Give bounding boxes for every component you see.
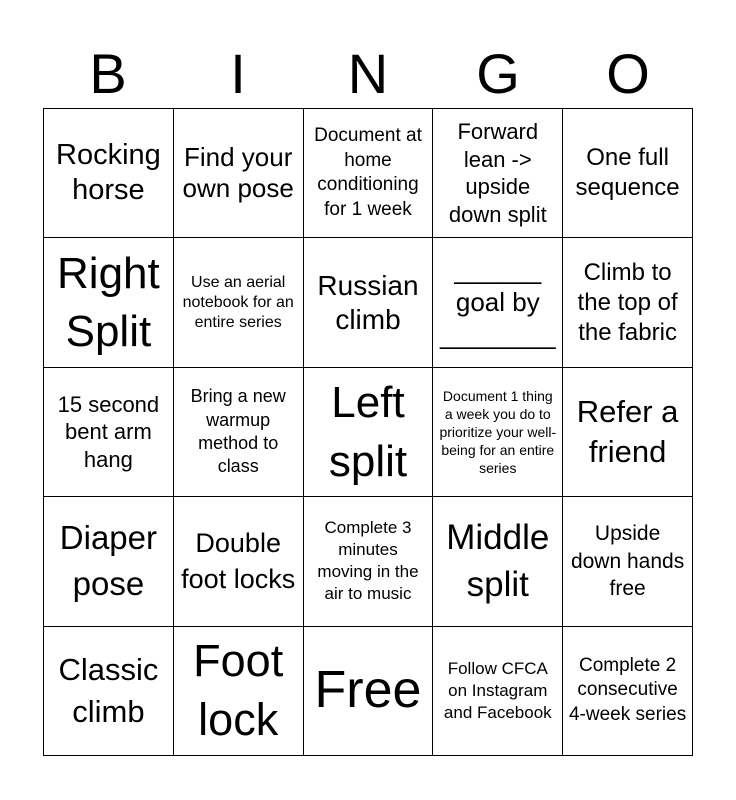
cell-text: Diaper pose: [59, 519, 157, 603]
cell-text: Document at home conditioning for 1 week: [314, 124, 422, 220]
bingo-cell[interactable]: [304, 497, 434, 626]
header-letter-o: O: [606, 42, 650, 105]
cell-text: Complete 3 minutes moving in the air to music: [317, 518, 419, 604]
bingo-cell[interactable]: [174, 497, 304, 626]
cell-text: Rocking horse: [56, 139, 161, 207]
bingo-cell[interactable]: [174, 109, 304, 238]
bingo-cell[interactable]: [304, 109, 434, 238]
bingo-cell[interactable]: [174, 238, 304, 367]
bingo-cell[interactable]: [44, 368, 174, 497]
bingo-cell[interactable]: [433, 627, 563, 756]
bingo-cell[interactable]: [44, 238, 174, 367]
bingo-cell[interactable]: [44, 627, 174, 756]
free-space-cell[interactable]: [304, 627, 434, 756]
bingo-cell[interactable]: [563, 627, 693, 756]
bingo-cell[interactable]: [563, 497, 693, 626]
header-letter-i: I: [230, 42, 246, 105]
cell-text: Forward lean -> upside down split: [448, 119, 547, 227]
bingo-cell[interactable]: [304, 368, 434, 497]
bingo-cell[interactable]: [433, 238, 563, 367]
bingo-cell[interactable]: [44, 497, 174, 626]
bingo-cell[interactable]: [433, 109, 563, 238]
cell-text: Free: [314, 661, 422, 720]
cell-text: Complete 2 consecutive 4-week series: [568, 654, 687, 726]
cell-text: Find your own pose: [182, 142, 294, 204]
header-letter-n: N: [347, 42, 389, 105]
cell-text: Bring a new warmup method to class: [190, 386, 286, 477]
cell-text: Russian climb: [317, 270, 419, 335]
cell-text: Climb to the top of the fabric: [577, 258, 678, 346]
cell-text: Classic climb: [58, 651, 159, 729]
cell-text: Middle split: [446, 518, 550, 605]
bingo-header: [43, 40, 693, 108]
bingo-cell[interactable]: [304, 238, 434, 367]
cell-text: 15 second bent arm hang: [57, 391, 160, 472]
cell-text: Left split: [328, 377, 408, 486]
header-letter-b: B: [89, 42, 127, 105]
cell-text: Foot lock: [193, 635, 284, 745]
bingo-cell[interactable]: [563, 109, 693, 238]
cell-text: Double foot locks: [181, 527, 296, 595]
bingo-grid: [43, 108, 693, 756]
bingo-cell[interactable]: [433, 497, 563, 626]
cell-text: Upside down hands free: [570, 522, 685, 601]
bingo-cell[interactable]: [563, 238, 693, 367]
cell-text: Follow CFCA on Instagram and Facebook: [443, 658, 552, 722]
cell-text: One full sequence: [575, 144, 680, 202]
bingo-cell[interactable]: [563, 368, 693, 497]
cell-text: Use an aerial notebook for an entire series: [182, 273, 294, 331]
bingo-cell[interactable]: [174, 368, 304, 497]
cell-text: Document 1 thing a week you do to prioritize your well-being for an entire series: [439, 387, 557, 477]
bingo-cell[interactable]: [44, 109, 174, 238]
cell-text: Right Split: [57, 249, 160, 356]
header-letter-g: G: [476, 42, 520, 105]
cell-text: Refer a friend: [576, 393, 679, 469]
bingo-cell[interactable]: [433, 368, 563, 497]
cell-text: ______ goal by ________: [439, 254, 556, 350]
bingo-cell[interactable]: [174, 627, 304, 756]
